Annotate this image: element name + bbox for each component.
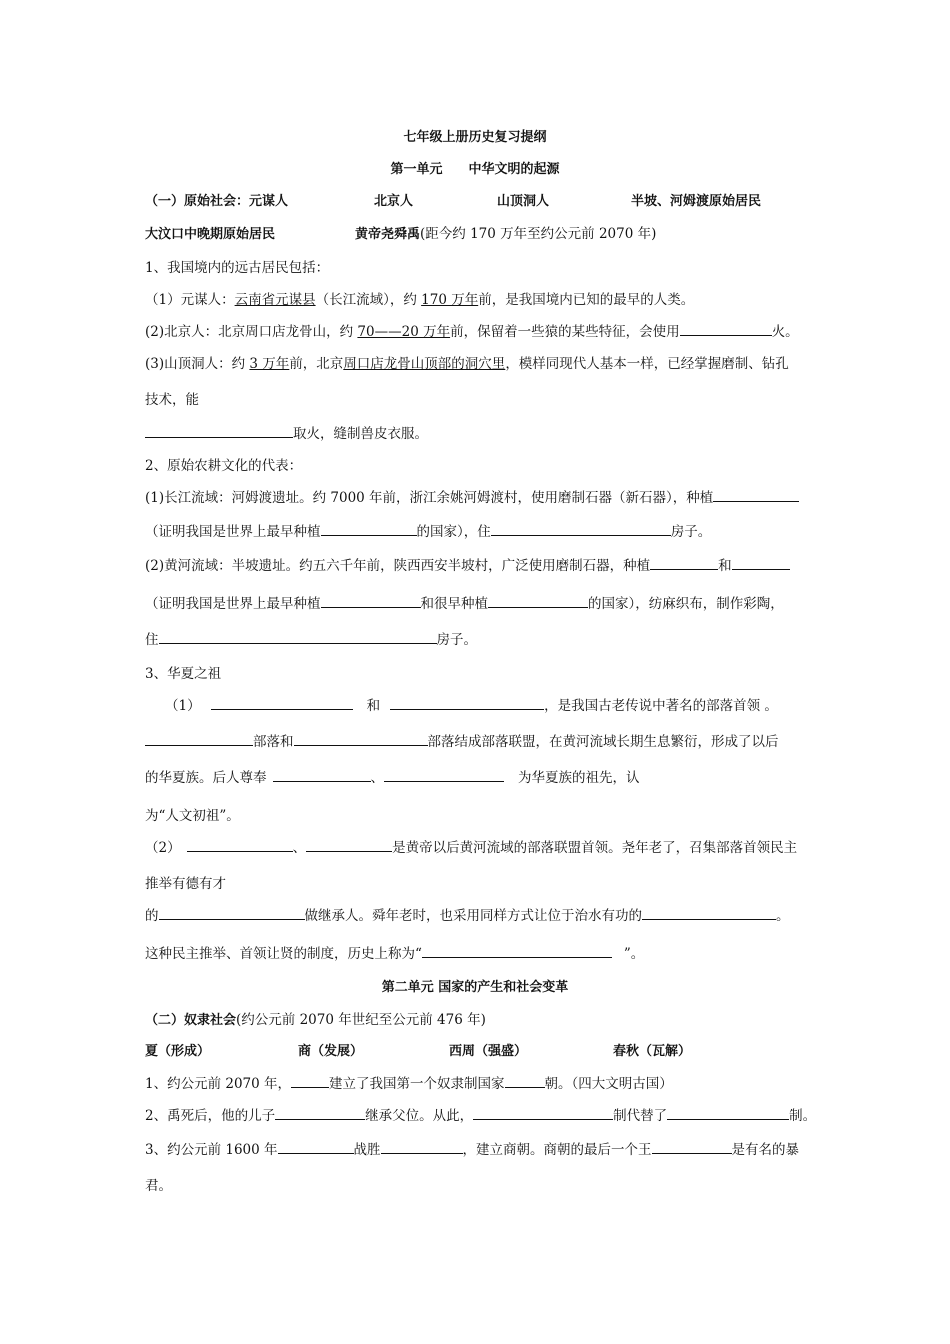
fill-blank[interactable] xyxy=(642,906,776,920)
text: 房子。 xyxy=(670,524,712,540)
section-item: 大汶口中晚期原始居民 xyxy=(145,227,276,242)
q2-item-1-cont xyxy=(145,522,711,542)
text: （证明我国是世界上最早种植 xyxy=(145,596,321,612)
fill-blank[interactable] xyxy=(491,522,671,536)
text: 制代替了 xyxy=(613,1108,668,1124)
text: 住 xyxy=(145,632,159,648)
unit2-q2 xyxy=(145,1106,816,1126)
text: 继承父位。从此， xyxy=(365,1108,474,1124)
fill-blank[interactable] xyxy=(652,1140,732,1154)
section-item: 山顶洞人 xyxy=(497,194,550,209)
text: 。 xyxy=(776,908,790,924)
text: （2） xyxy=(145,840,181,856)
q1-item-3-cont: 技术，能 xyxy=(145,392,199,408)
text: （证明我国是世界上最早种植 xyxy=(145,524,321,540)
unit2-heading: 第二单元 国家的产生和社会变革 xyxy=(381,980,569,995)
q3-item-1-cont xyxy=(145,732,779,752)
text: 为华夏族的祖先，认 xyxy=(518,770,640,786)
fill-blank[interactable] xyxy=(145,732,253,746)
era-item: 商（发展） xyxy=(298,1044,364,1059)
underlined-text: 70——20 万年 xyxy=(357,324,451,340)
q3-item-2 xyxy=(145,838,797,858)
era-item: 春秋（瓦解） xyxy=(613,1044,692,1059)
q3-item-2-cont3 xyxy=(145,944,644,964)
text: (2)北京人：北京周口店龙骨山，约 xyxy=(145,324,358,340)
fill-blank[interactable] xyxy=(187,838,293,852)
text: 的国家），住 xyxy=(416,524,491,540)
q2-item-2 xyxy=(145,556,790,576)
q2-item-2-cont2 xyxy=(145,630,477,650)
q1-item-3 xyxy=(145,354,789,374)
text: ”。 xyxy=(623,946,645,962)
underlined-text: 云南省元谋县 xyxy=(234,292,316,308)
q1-item-1 xyxy=(145,290,694,310)
text: 2、禹死后，他的儿子 xyxy=(145,1108,276,1124)
question-2: 2、原始农耕文化的代表： xyxy=(145,458,303,474)
section-item: 北京人 xyxy=(374,194,414,209)
text: 房子。 xyxy=(436,632,477,648)
q3-item-1 xyxy=(165,696,778,716)
question-3: 3、华夏之祖 xyxy=(145,666,222,682)
q3-item-1-cont2 xyxy=(145,768,640,788)
unit2-section-line xyxy=(145,1010,486,1031)
fill-blank[interactable] xyxy=(488,594,588,608)
section-label: （二）奴隶社会 xyxy=(145,1013,237,1028)
section-item: 半坡、河姆渡原始居民 xyxy=(631,194,762,209)
text: 、 xyxy=(292,840,307,856)
text: ，建立商朝。商朝的最后一个王 xyxy=(462,1142,652,1158)
fill-blank[interactable] xyxy=(321,594,421,608)
text: ，是我国古老传说中著名的部落首领 。 xyxy=(544,698,778,714)
text: 制。 xyxy=(789,1108,817,1124)
fill-blank[interactable] xyxy=(505,1074,545,1088)
q1-item-2 xyxy=(145,322,799,342)
fill-blank[interactable] xyxy=(291,1074,329,1088)
text: 1、约公元前 2070 年， xyxy=(145,1076,292,1092)
text: 、 xyxy=(370,770,384,786)
underlined-text: 3 万年 xyxy=(249,356,290,372)
date-range: (距今约 170 万年至约公元前 2070 年) xyxy=(420,226,657,242)
fill-blank[interactable] xyxy=(390,696,544,710)
fill-blank[interactable] xyxy=(732,556,790,570)
fill-blank[interactable] xyxy=(321,522,417,536)
text: 的国家），纺麻织布，制作彩陶， xyxy=(588,596,784,612)
text: 和很早种植 xyxy=(420,596,488,612)
section-item: 黄帝尧舜禹 xyxy=(355,227,421,242)
text: 部落和 xyxy=(253,734,294,750)
q3-item-2-cont2 xyxy=(145,906,790,926)
unit2-q3 xyxy=(145,1140,799,1160)
unit1-section-line2 xyxy=(145,224,656,245)
text: ，模样同现代人基本一样，已经掌握磨制、钻孔 xyxy=(505,356,789,372)
text: 是有名的暴 xyxy=(731,1142,800,1158)
q2-item-1 xyxy=(145,488,799,508)
fill-blank[interactable] xyxy=(159,630,437,644)
q3-item-1-cont3: 为“人文初祖”。 xyxy=(145,808,240,824)
text: (3)山顶洞人：约 xyxy=(145,356,250,372)
question-1: 1、我国境内的远古居民包括： xyxy=(145,260,330,276)
underlined-text: 170 万年 xyxy=(421,292,479,308)
fill-blank[interactable] xyxy=(159,906,305,920)
text: 火。 xyxy=(771,324,799,340)
fill-blank[interactable] xyxy=(275,1106,365,1120)
q2-item-2-cont xyxy=(145,594,784,614)
text: (1)长江流域：河姆渡遗址。约 7000 年前，浙江余姚河姆渡村，使用磨制石器（新石器），种植 xyxy=(145,490,714,506)
text: （长江流域），约 xyxy=(315,292,422,308)
unit2-q1 xyxy=(145,1074,673,1094)
text: 战胜 xyxy=(353,1142,381,1158)
unit2-q3-cont: 君。 xyxy=(145,1178,172,1194)
fill-blank[interactable] xyxy=(384,768,504,782)
text: 和 xyxy=(366,698,381,714)
text: 朝。（四大文明古国） xyxy=(544,1076,673,1092)
fill-blank[interactable] xyxy=(422,944,612,958)
text: 的 xyxy=(145,908,159,924)
text: 前，是我国境内已知的最早的人类。 xyxy=(478,292,695,308)
text: (2)黄河流域：半坡遗址。约五六千年前，陕西西安半坡村，广泛使用磨制石器，种植 xyxy=(145,558,651,574)
text: 部落结成部落联盟，在黄河流域长期生息繁衍，形成了以后 xyxy=(427,734,779,750)
fill-blank[interactable] xyxy=(473,1106,613,1120)
unit1-heading: 第一单元 中华文明的起源 xyxy=(390,162,560,177)
fill-blank[interactable] xyxy=(273,768,371,782)
fill-blank[interactable] xyxy=(680,322,772,336)
fill-blank[interactable] xyxy=(211,696,353,710)
q1-item-3-cont2 xyxy=(145,424,428,444)
text: 这种民主推举、首领让贤的制度，历史上称为“ xyxy=(145,946,422,962)
date-range: (约公元前 2070 年世纪至公元前 476 年) xyxy=(236,1012,486,1028)
fill-blank[interactable] xyxy=(713,488,799,502)
section-label: （一）原始社会：元谋人 xyxy=(145,194,289,209)
text: 做继承人。舜年老时，也采用同样方式让位于治水有功的 xyxy=(304,908,642,924)
text: 取火，缝制兽皮衣服。 xyxy=(293,426,428,442)
underlined-text: 周口店龙骨山顶部的洞穴里 xyxy=(343,356,506,372)
text: （1） xyxy=(165,698,201,714)
fill-blank[interactable] xyxy=(381,1140,463,1154)
era-item: 西周（强盛） xyxy=(449,1044,528,1059)
era-item: 夏（形成） xyxy=(145,1044,211,1059)
text: 和 xyxy=(718,558,732,574)
text: 是黄帝以后黄河流域的部落联盟首领。尧年老了，召集部落首领民主 xyxy=(392,840,798,856)
text: 前，北京 xyxy=(289,356,344,372)
text: （1）元谋人： xyxy=(145,292,235,308)
page-title: 七年级上册历史复习提纲 xyxy=(403,130,547,145)
fill-blank[interactable] xyxy=(667,1106,789,1120)
fill-blank[interactable] xyxy=(278,1140,354,1154)
unit1-section-line xyxy=(145,192,761,212)
text: 3、约公元前 1600 年 xyxy=(145,1142,278,1158)
text: 前，保留着一些猿的某些特征，会使用 xyxy=(450,324,680,340)
fill-blank[interactable] xyxy=(294,732,428,746)
text: 建立了我国第一个奴隶制国家 xyxy=(329,1076,505,1092)
fill-blank[interactable] xyxy=(306,838,392,852)
fill-blank[interactable] xyxy=(650,556,718,570)
q3-item-2-cont: 推举有德有才 xyxy=(145,876,226,892)
unit2-eras xyxy=(145,1042,691,1062)
text: 的华夏族。后人尊奉 xyxy=(145,770,267,786)
fill-blank[interactable] xyxy=(145,424,293,438)
